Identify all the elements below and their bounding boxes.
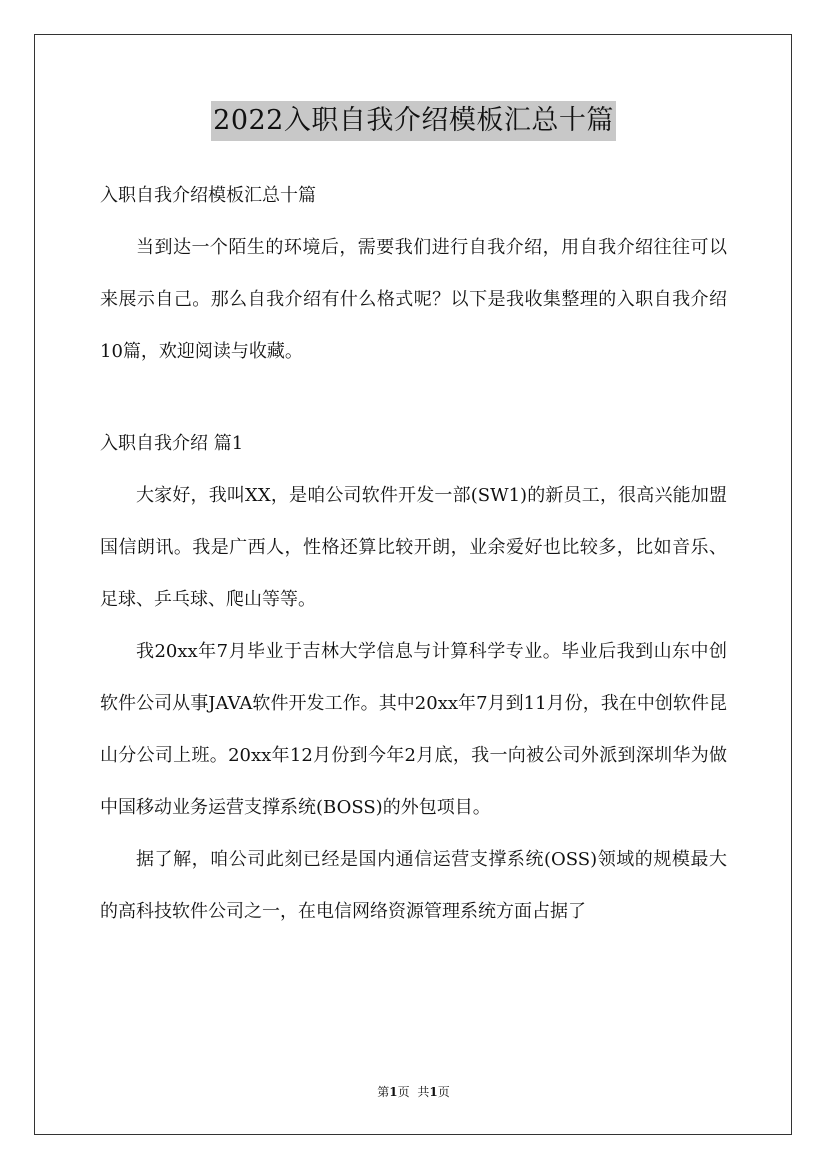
paragraph-2: 我20xx年7月毕业于吉林大学信息与计算科学专业。毕业后我到山东中创软件公司从事JAVA软件开发工作。其中20xx年7月到11月份，我在中创软件昆山分公司上班。20xx年12月份到今年2月底，我一向被公司外派到深圳华为做中国移动业务运营支撑系统(BOSS)的外包项目。 — [100, 641, 727, 818]
paragraph-1: 大家好，我叫XX，是咱公司软件开发一部(SW1)的新员工，很高兴能加盟国信朗讯。我是广西人，性格还算比较开朗，业余爱好也比较多，比如音乐、足球、乒乓球、爬山等等。 — [100, 485, 727, 610]
section-heading: 入职自我介绍 篇1 — [100, 433, 244, 454]
document-subtitle: 入职自我介绍模板汇总十篇 — [100, 185, 316, 206]
page-prefix: 第 — [377, 1085, 390, 1099]
intro-paragraph: 当到达一个陌生的环境后，需要我们进行自我介绍，用自我介绍往往可以来展示自己。那么自我介绍有什么格式呢？以下是我收集整理的入职自我介绍10篇，欢迎阅读与收藏。 — [100, 237, 727, 362]
title-block — [0, 101, 827, 141]
total-prefix: 共 — [417, 1085, 430, 1099]
total-pages: 1 — [429, 1085, 438, 1099]
total-suffix: 页 — [437, 1085, 450, 1099]
section-gap — [100, 378, 727, 418]
page-footer — [0, 1083, 827, 1101]
page-suffix: 页 — [397, 1085, 410, 1099]
document-title: 2022入职自我介绍模板汇总十篇 — [211, 101, 616, 141]
paragraph-3: 据了解，咱公司此刻已经是国内通信运营支撑系统(OSS)领域的规模最大的高科技软件公司之一，在电信网络资源管理系统方面占据了 — [100, 849, 727, 922]
document-body — [100, 170, 727, 938]
page-number: 1 — [389, 1085, 398, 1099]
